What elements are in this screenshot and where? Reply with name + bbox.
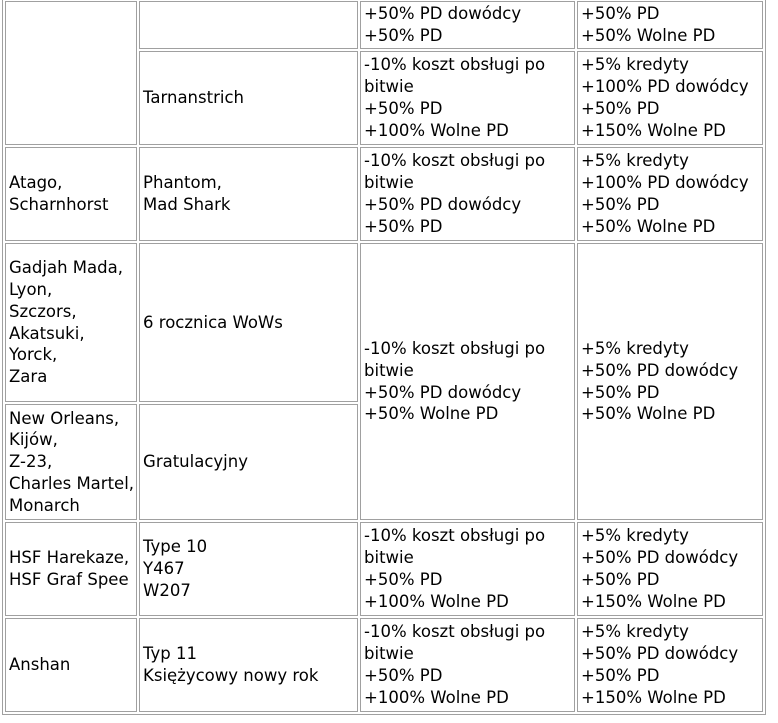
camouflage-name: Tarnanstrich	[143, 88, 244, 108]
ships-cell	[5, 243, 137, 402]
bonus-line: +100% PD dowódcy	[581, 173, 749, 193]
bonus-line: +50% Wolne PD	[581, 216, 716, 236]
bonus-line: +150% Wolne PD	[581, 120, 726, 140]
bonus-line: +5% kredyty	[581, 526, 689, 546]
expendable-bonus-cell	[577, 147, 763, 241]
expendable-bonus-cell	[577, 243, 763, 520]
bonus-line: +5% kredyty	[581, 338, 689, 358]
expendable-bonus-cell	[577, 522, 763, 616]
expendable-bonus-cell	[577, 51, 763, 145]
bonus-line: +50% PD dowódcy	[364, 195, 522, 214]
ship-name: HSF Graf Spee	[9, 570, 129, 589]
bonus-line: +50% PD	[364, 570, 443, 589]
camouflage-name: W207	[143, 580, 191, 600]
bonus-line: +50% Wolne PD	[364, 404, 499, 424]
camouflage-cell	[139, 1, 358, 49]
camouflage-cell	[139, 404, 358, 520]
camouflage-cell	[139, 243, 358, 402]
permanent-bonus-cell	[360, 51, 575, 145]
ship-name: Charles Martel,	[9, 473, 135, 493]
camouflage-name: Księżycowy nowy rok	[143, 666, 319, 685]
ship-name: Monarch	[9, 495, 80, 515]
bonus-line: +100% Wolne PD	[364, 687, 509, 707]
bonus-line: +5% kredyty	[581, 622, 689, 642]
bonus-line: bitwie	[364, 360, 414, 380]
camouflage-cell	[139, 618, 358, 712]
bonus-line: +50% PD	[364, 666, 443, 685]
bonus-line: +50% PD dowódcy	[581, 644, 739, 664]
bonus-line: -10% koszt obsługi po	[364, 55, 546, 75]
bonus-line: +50% PD dowódcy	[364, 382, 522, 402]
permanent-bonus-cell	[360, 147, 575, 241]
table-row	[5, 147, 763, 241]
ship-name: Scharnhorst	[9, 195, 109, 214]
bonus-line: +50% PD	[364, 26, 443, 45]
table-row	[5, 522, 763, 616]
camouflage-name: Gratulacyjny	[143, 452, 248, 472]
camouflage-name: Y467	[143, 559, 185, 579]
ships-cell	[5, 147, 137, 241]
bonus-line: +50% PD	[581, 382, 660, 402]
bonus-line: +50% PD	[581, 99, 660, 118]
table-row	[5, 243, 763, 402]
bonus-line: +50% Wolne PD	[581, 404, 716, 424]
bonus-line: bitwie	[364, 644, 414, 664]
bonus-line: -10% koszt obsługi po	[364, 151, 546, 171]
bonus-line: +50% PD	[364, 216, 443, 236]
bonus-line: -10% koszt obsługi po	[364, 338, 546, 358]
expendable-bonus-cell	[577, 618, 763, 712]
ship-name: Anshan	[9, 655, 71, 675]
camouflage-cell	[139, 147, 358, 241]
bonus-line: +50% PD	[581, 570, 660, 589]
permanent-bonus-cell	[360, 243, 575, 520]
permanent-bonus-cell	[360, 1, 575, 49]
ship-name: Yorck,	[9, 345, 58, 365]
table-row	[5, 618, 763, 712]
ship-name: Z-23,	[9, 452, 53, 472]
ships-cell	[5, 404, 137, 520]
camouflage-name: Typ 11	[143, 644, 198, 664]
bonus-line: +50% PD dowódcy	[364, 4, 522, 24]
camouflage-name: Phantom,	[143, 173, 222, 193]
bonus-line: +50% PD	[581, 666, 660, 685]
bonus-line: bitwie	[364, 548, 414, 568]
bonus-line: +50% PD	[364, 99, 443, 118]
bonus-line: -10% koszt obsługi po	[364, 622, 546, 642]
ships-cell	[5, 522, 137, 616]
bonus-line: -10% koszt obsługi po	[364, 526, 546, 546]
ship-name: Atago,	[9, 173, 63, 193]
bonus-line: +100% Wolne PD	[364, 120, 509, 140]
bonus-line: +100% Wolne PD	[364, 591, 509, 611]
ship-name: Szczors,	[9, 301, 77, 321]
bonus-line: +50% PD dowódcy	[581, 360, 739, 380]
camouflage-cell	[139, 522, 358, 616]
ship-name: Akatsuki,	[9, 323, 85, 343]
bonus-line: +5% kredyty	[581, 151, 689, 171]
ship-name: Zara	[9, 367, 48, 387]
permanent-bonus-cell	[360, 618, 575, 712]
bonus-line: +50% Wolne PD	[581, 26, 716, 45]
camouflage-name: Mad Shark	[143, 195, 231, 214]
ship-name: Kijów,	[9, 430, 58, 450]
bonus-line: bitwie	[364, 173, 414, 193]
bonus-line: +50% PD	[581, 195, 660, 214]
bonus-line: +100% PD dowódcy	[581, 77, 749, 97]
ships-cell	[5, 618, 137, 712]
expendable-bonus-cell	[577, 1, 763, 49]
camouflage-name: Type 10	[143, 537, 208, 557]
bonus-line: +50% PD	[581, 4, 660, 24]
bonus-line: +5% kredyty	[581, 55, 689, 75]
bonus-line: +150% Wolne PD	[581, 591, 726, 611]
camouflage-bonus-table	[2, 0, 766, 715]
ship-name: New Orleans,	[9, 408, 120, 428]
table-row	[5, 1, 763, 49]
ship-name: Lyon,	[9, 279, 53, 299]
camouflage-name: 6 rocznica WoWs	[143, 312, 283, 332]
ships-cell	[5, 1, 137, 145]
bonus-line: +50% PD dowódcy	[581, 548, 739, 568]
bonus-line: +150% Wolne PD	[581, 687, 726, 707]
ship-name: Gadjah Mada,	[9, 258, 123, 278]
permanent-bonus-cell	[360, 522, 575, 616]
camouflage-cell	[139, 51, 358, 145]
bonus-line: bitwie	[364, 77, 414, 97]
ship-name: HSF Harekaze,	[9, 548, 130, 568]
